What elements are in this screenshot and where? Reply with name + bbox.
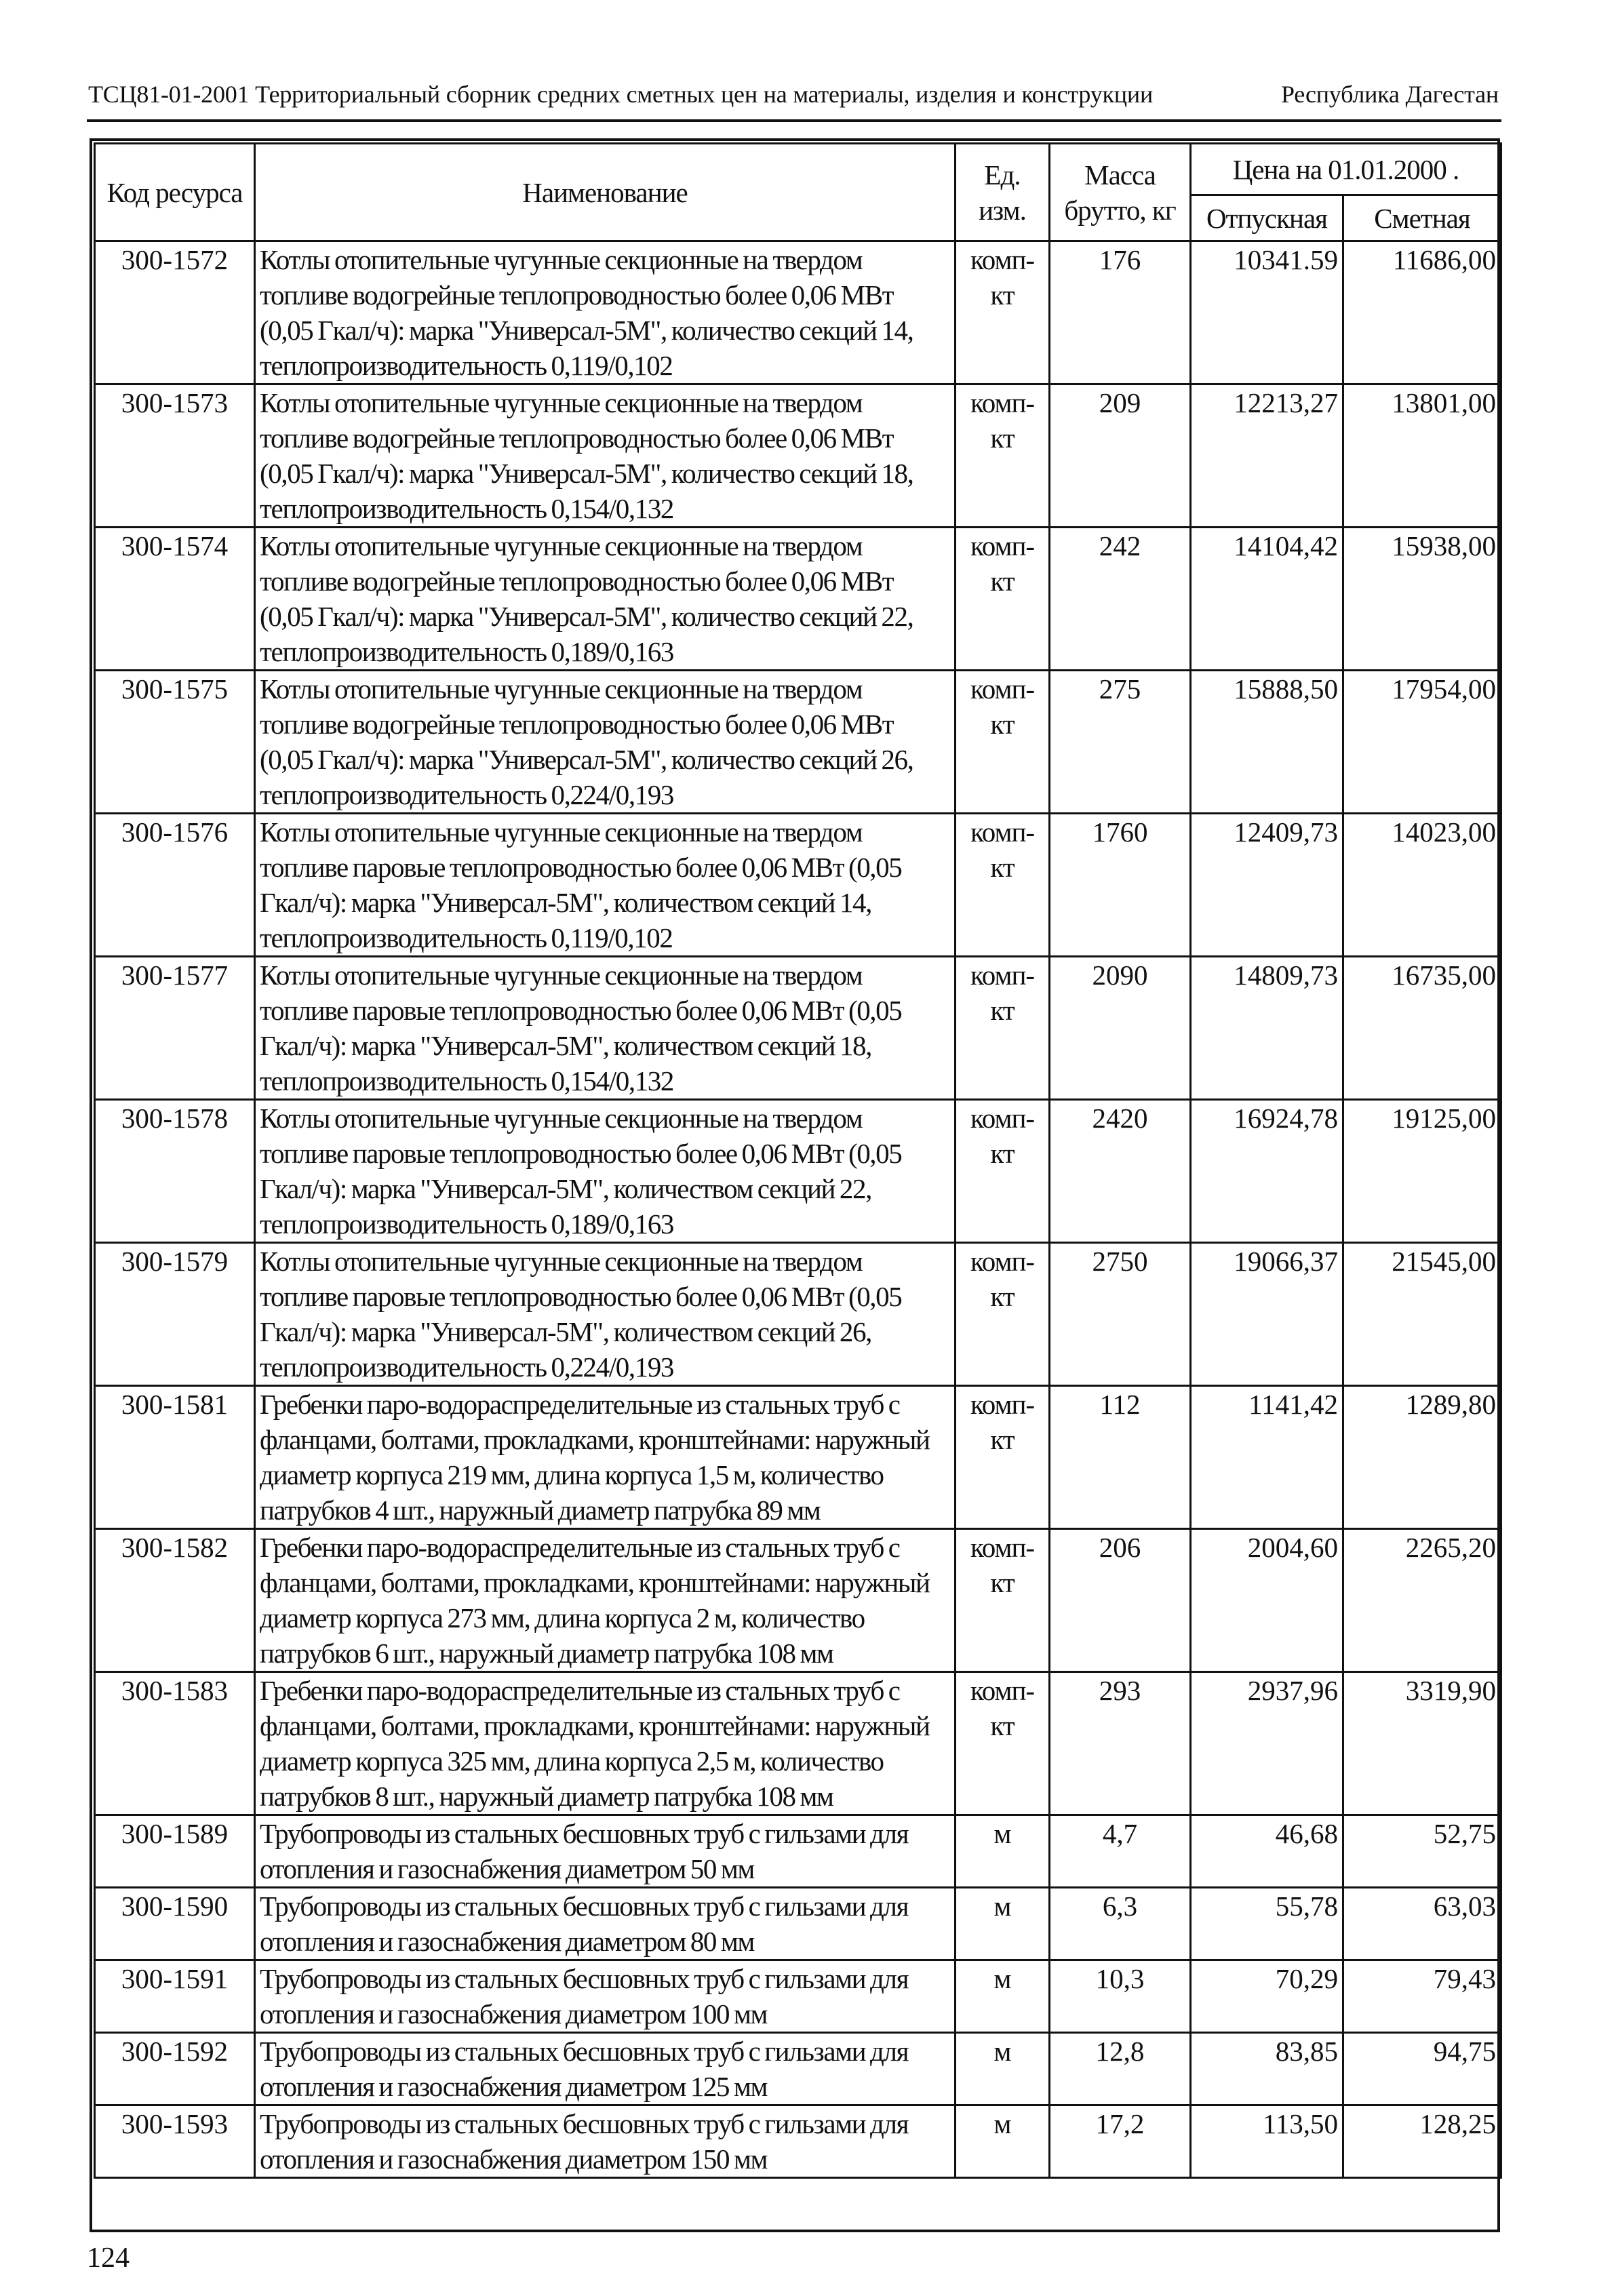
col-header-mass xyxy=(1050,144,1191,241)
cell-name: Трубопроводы из стальных бесшовных труб с гильзами для отопления и газоснабжения диаметром 150 мм xyxy=(255,2105,956,2178)
cell-price-release: 12213,27 xyxy=(1191,384,1343,528)
cell-price-release: 19066,37 xyxy=(1191,1243,1343,1386)
table-row xyxy=(95,1888,1501,1960)
region-name: Республика Дагестан xyxy=(1280,81,1499,108)
cell-price-release: 12409,73 xyxy=(1191,814,1343,957)
cell-code: 300-1583 xyxy=(95,1672,255,1815)
table-body xyxy=(95,241,1501,2178)
cell-unit: комп-кт xyxy=(956,814,1050,957)
cell-unit: м xyxy=(956,2033,1050,2105)
cell-unit: комп-кт xyxy=(956,384,1050,528)
col-header-unit xyxy=(956,144,1050,241)
cell-name: Котлы отопительные чугунные секционные на твердом топливе паровые теплопроводностью более 0,06 МВт (0,05 Гкал/ч): марка "Универсал-5М", количеством секций 22, теплопроизводительность 0,189/0,163 xyxy=(255,1100,956,1243)
cell-unit: м xyxy=(956,1960,1050,2033)
cell-price-estimate: 1289,80 xyxy=(1343,1386,1501,1529)
cell-unit: м xyxy=(956,1815,1050,1888)
cell-price-estimate: 19125,00 xyxy=(1343,1100,1501,1243)
cell-price-release: 113,50 xyxy=(1191,2105,1343,2178)
cell-code: 300-1577 xyxy=(95,957,255,1100)
cell-mass: 17,2 xyxy=(1050,2105,1191,2178)
cell-mass: 176 xyxy=(1050,241,1191,384)
cell-name: Трубопроводы из стальных бесшовных труб с гильзами для отопления и газоснабжения диаметром 125 мм xyxy=(255,2033,956,2105)
cell-name: Котлы отопительные чугунные секционные на твердом топливе водогрейные теплопроводностью более 0,06 МВт (0,05 Гкал/ч): марка "Универсал-5М", количество секций 22, теплопроизводительность 0,189/0,163 xyxy=(255,528,956,671)
cell-mass: 242 xyxy=(1050,528,1191,671)
col-header-mass-line1: Масса xyxy=(1084,159,1156,191)
table-row xyxy=(95,1815,1501,1888)
cell-mass: 2750 xyxy=(1050,1243,1191,1386)
cell-price-estimate: 15938,00 xyxy=(1343,528,1501,671)
col-header-unit-line1: Ед. xyxy=(984,159,1021,191)
cell-code: 300-1581 xyxy=(95,1386,255,1529)
cell-price-release: 83,85 xyxy=(1191,2033,1343,2105)
col-header-price-estimate: Сметная xyxy=(1343,195,1501,241)
cell-unit: комп-кт xyxy=(956,957,1050,1100)
cell-name: Котлы отопительные чугунные секционные на твердом топливе паровые теплопроводностью более 0,06 МВт (0,05 Гкал/ч): марка "Универсал-5М", количеством секций 14, теплопроизводительность 0,119/0,102 xyxy=(255,814,956,957)
cell-mass: 6,3 xyxy=(1050,1888,1191,1960)
col-header-code: Код ресурса xyxy=(95,144,255,241)
table-row xyxy=(95,2105,1501,2178)
table-row xyxy=(95,241,1501,384)
col-header-price-group: Цена на 01.01.2000 . xyxy=(1191,144,1501,195)
cell-name: Котлы отопительные чугунные секционные на твердом топливе паровые теплопроводностью более 0,06 МВт (0,05 Гкал/ч): марка "Универсал-5М", количеством секций 26, теплопроизводительность 0,224/0,193 xyxy=(255,1243,956,1386)
table-row xyxy=(95,814,1501,957)
cell-mass: 12,8 xyxy=(1050,2033,1191,2105)
cell-unit: комп-кт xyxy=(956,1100,1050,1243)
page-number: 124 xyxy=(87,2242,130,2274)
cell-price-release: 1141,42 xyxy=(1191,1386,1343,1529)
cell-price-estimate: 16735,00 xyxy=(1343,957,1501,1100)
cell-name: Котлы отопительные чугунные секционные на твердом топливе водогрейные теплопроводностью более 0,06 МВт (0,05 Гкал/ч): марка "Универсал-5М", количество секций 26, теплопроизводительность 0,224/0,193 xyxy=(255,671,956,814)
cell-name: Трубопроводы из стальных бесшовных труб с гильзами для отопления и газоснабжения диаметром 80 мм xyxy=(255,1888,956,1960)
table-row xyxy=(95,1243,1501,1386)
cell-code: 300-1576 xyxy=(95,814,255,957)
cell-code: 300-1590 xyxy=(95,1888,255,1960)
cell-unit: комп-кт xyxy=(956,528,1050,671)
cell-price-estimate: 79,43 xyxy=(1343,1960,1501,2033)
cell-price-estimate: 13801,00 xyxy=(1343,384,1501,528)
cell-name: Гребенки паро-водораспределительные из стальных труб с фланцами, болтами, прокладками, кронштейнами: наружный диаметр корпуса 325 мм, длина корпуса 2,5 м, количество патрубков 8 шт., наружный диаметр патрубка 108 мм xyxy=(255,1672,956,1815)
cell-price-estimate: 2265,20 xyxy=(1343,1529,1501,1672)
cell-code: 300-1593 xyxy=(95,2105,255,2178)
cell-code: 300-1582 xyxy=(95,1529,255,1672)
cell-mass: 209 xyxy=(1050,384,1191,528)
col-header-unit-line2: изм. xyxy=(979,194,1026,226)
cell-mass: 206 xyxy=(1050,1529,1191,1672)
cell-price-release: 15888,50 xyxy=(1191,671,1343,814)
cell-name: Гребенки паро-водораспределительные из стальных труб с фланцами, болтами, прокладками, кронштейнами: наружный диаметр корпуса 219 мм, длина корпуса 1,5 м, количество патрубков 4 шт., наружный диаметр патрубка 89 мм xyxy=(255,1386,956,1529)
table-row xyxy=(95,384,1501,528)
cell-name: Трубопроводы из стальных бесшовных труб с гильзами для отопления и газоснабжения диаметром 100 мм xyxy=(255,1960,956,2033)
table-row xyxy=(95,2033,1501,2105)
table-row xyxy=(95,957,1501,1100)
cell-price-estimate: 94,75 xyxy=(1343,2033,1501,2105)
cell-mass: 2420 xyxy=(1050,1100,1191,1243)
cell-price-release: 55,78 xyxy=(1191,1888,1343,1960)
cell-mass: 4,7 xyxy=(1050,1815,1191,1888)
cell-mass: 275 xyxy=(1050,671,1191,814)
table-header xyxy=(95,144,1501,241)
cell-name: Котлы отопительные чугунные секционные на твердом топливе водогрейные теплопроводностью более 0,06 МВт (0,05 Гкал/ч): марка "Универсал-5М", количество секций 14, теплопроизводительность 0,119/0,102 xyxy=(255,241,956,384)
table-row xyxy=(95,1960,1501,2033)
document-title: ТСЦ81-01-2001 Территориальный сборник средних сметных цен на материалы, изделия и конструкции xyxy=(88,81,1154,108)
table-row xyxy=(95,1100,1501,1243)
cell-unit: комп-кт xyxy=(956,1672,1050,1815)
cell-unit: м xyxy=(956,2105,1050,2178)
cell-price-release: 16924,78 xyxy=(1191,1100,1343,1243)
col-header-name: Наименование xyxy=(255,144,956,241)
cell-unit: комп-кт xyxy=(956,241,1050,384)
table-row xyxy=(95,671,1501,814)
cell-mass: 1760 xyxy=(1050,814,1191,957)
cell-price-estimate: 14023,00 xyxy=(1343,814,1501,957)
cell-name: Котлы отопительные чугунные секционные на твердом топливе паровые теплопроводностью более 0,06 МВт (0,05 Гкал/ч): марка "Универсал-5М", количеством секций 18, теплопроизводительность 0,154/0,132 xyxy=(255,957,956,1100)
cell-price-release: 2004,60 xyxy=(1191,1529,1343,1672)
table-row xyxy=(95,528,1501,671)
cell-name: Гребенки паро-водораспределительные из стальных труб с фланцами, болтами, прокладками, кронштейнами: наружный диаметр корпуса 273 мм, длина корпуса 2 м, количество патрубков 6 шт., наружный диаметр патрубка 108 мм xyxy=(255,1529,956,1672)
cell-name: Котлы отопительные чугунные секционные на твердом топливе водогрейные теплопроводностью более 0,06 МВт (0,05 Гкал/ч): марка "Универсал-5М", количество секций 18, теплопроизводительность 0,154/0,132 xyxy=(255,384,956,528)
cell-price-release: 14104,42 xyxy=(1191,528,1343,671)
cell-mass: 293 xyxy=(1050,1672,1191,1815)
cell-price-estimate: 17954,00 xyxy=(1343,671,1501,814)
cell-mass: 10,3 xyxy=(1050,1960,1191,2033)
cell-price-release: 2937,96 xyxy=(1191,1672,1343,1815)
col-header-price-release: Отпускная xyxy=(1191,195,1343,241)
cell-code: 300-1579 xyxy=(95,1243,255,1386)
col-header-mass-line2: брутто, кг xyxy=(1064,194,1176,226)
cell-mass: 112 xyxy=(1050,1386,1191,1529)
cell-name: Трубопроводы из стальных бесшовных труб с гильзами для отопления и газоснабжения диаметром 50 мм xyxy=(255,1815,956,1888)
cell-code: 300-1572 xyxy=(95,241,255,384)
cell-unit: комп-кт xyxy=(956,1386,1050,1529)
cell-price-estimate: 63,03 xyxy=(1343,1888,1501,1960)
cell-price-release: 10341.59 xyxy=(1191,241,1343,384)
header-rule xyxy=(87,119,1501,122)
cell-code: 300-1578 xyxy=(95,1100,255,1243)
cell-unit: комп-кт xyxy=(956,1529,1050,1672)
cell-unit: комп-кт xyxy=(956,1243,1050,1386)
cell-unit: комп-кт xyxy=(956,671,1050,814)
cell-price-release: 46,68 xyxy=(1191,1815,1343,1888)
table-row xyxy=(95,1386,1501,1529)
cell-price-release: 70,29 xyxy=(1191,1960,1343,2033)
cell-mass: 2090 xyxy=(1050,957,1191,1100)
price-table xyxy=(94,142,1502,2179)
cell-code: 300-1589 xyxy=(95,1815,255,1888)
cell-price-estimate: 3319,90 xyxy=(1343,1672,1501,1815)
cell-code: 300-1575 xyxy=(95,671,255,814)
cell-price-estimate: 21545,00 xyxy=(1343,1243,1501,1386)
cell-price-estimate: 128,25 xyxy=(1343,2105,1501,2178)
cell-code: 300-1592 xyxy=(95,2033,255,2105)
cell-price-estimate: 52,75 xyxy=(1343,1815,1501,1888)
cell-price-release: 14809,73 xyxy=(1191,957,1343,1100)
running-header xyxy=(88,80,1499,108)
cell-unit: м xyxy=(956,1888,1050,1960)
cell-code: 300-1591 xyxy=(95,1960,255,2033)
cell-price-estimate: 11686,00 xyxy=(1343,241,1501,384)
cell-code: 300-1574 xyxy=(95,528,255,671)
table-row xyxy=(95,1672,1501,1815)
table-row xyxy=(95,1529,1501,1672)
cell-code: 300-1573 xyxy=(95,384,255,528)
